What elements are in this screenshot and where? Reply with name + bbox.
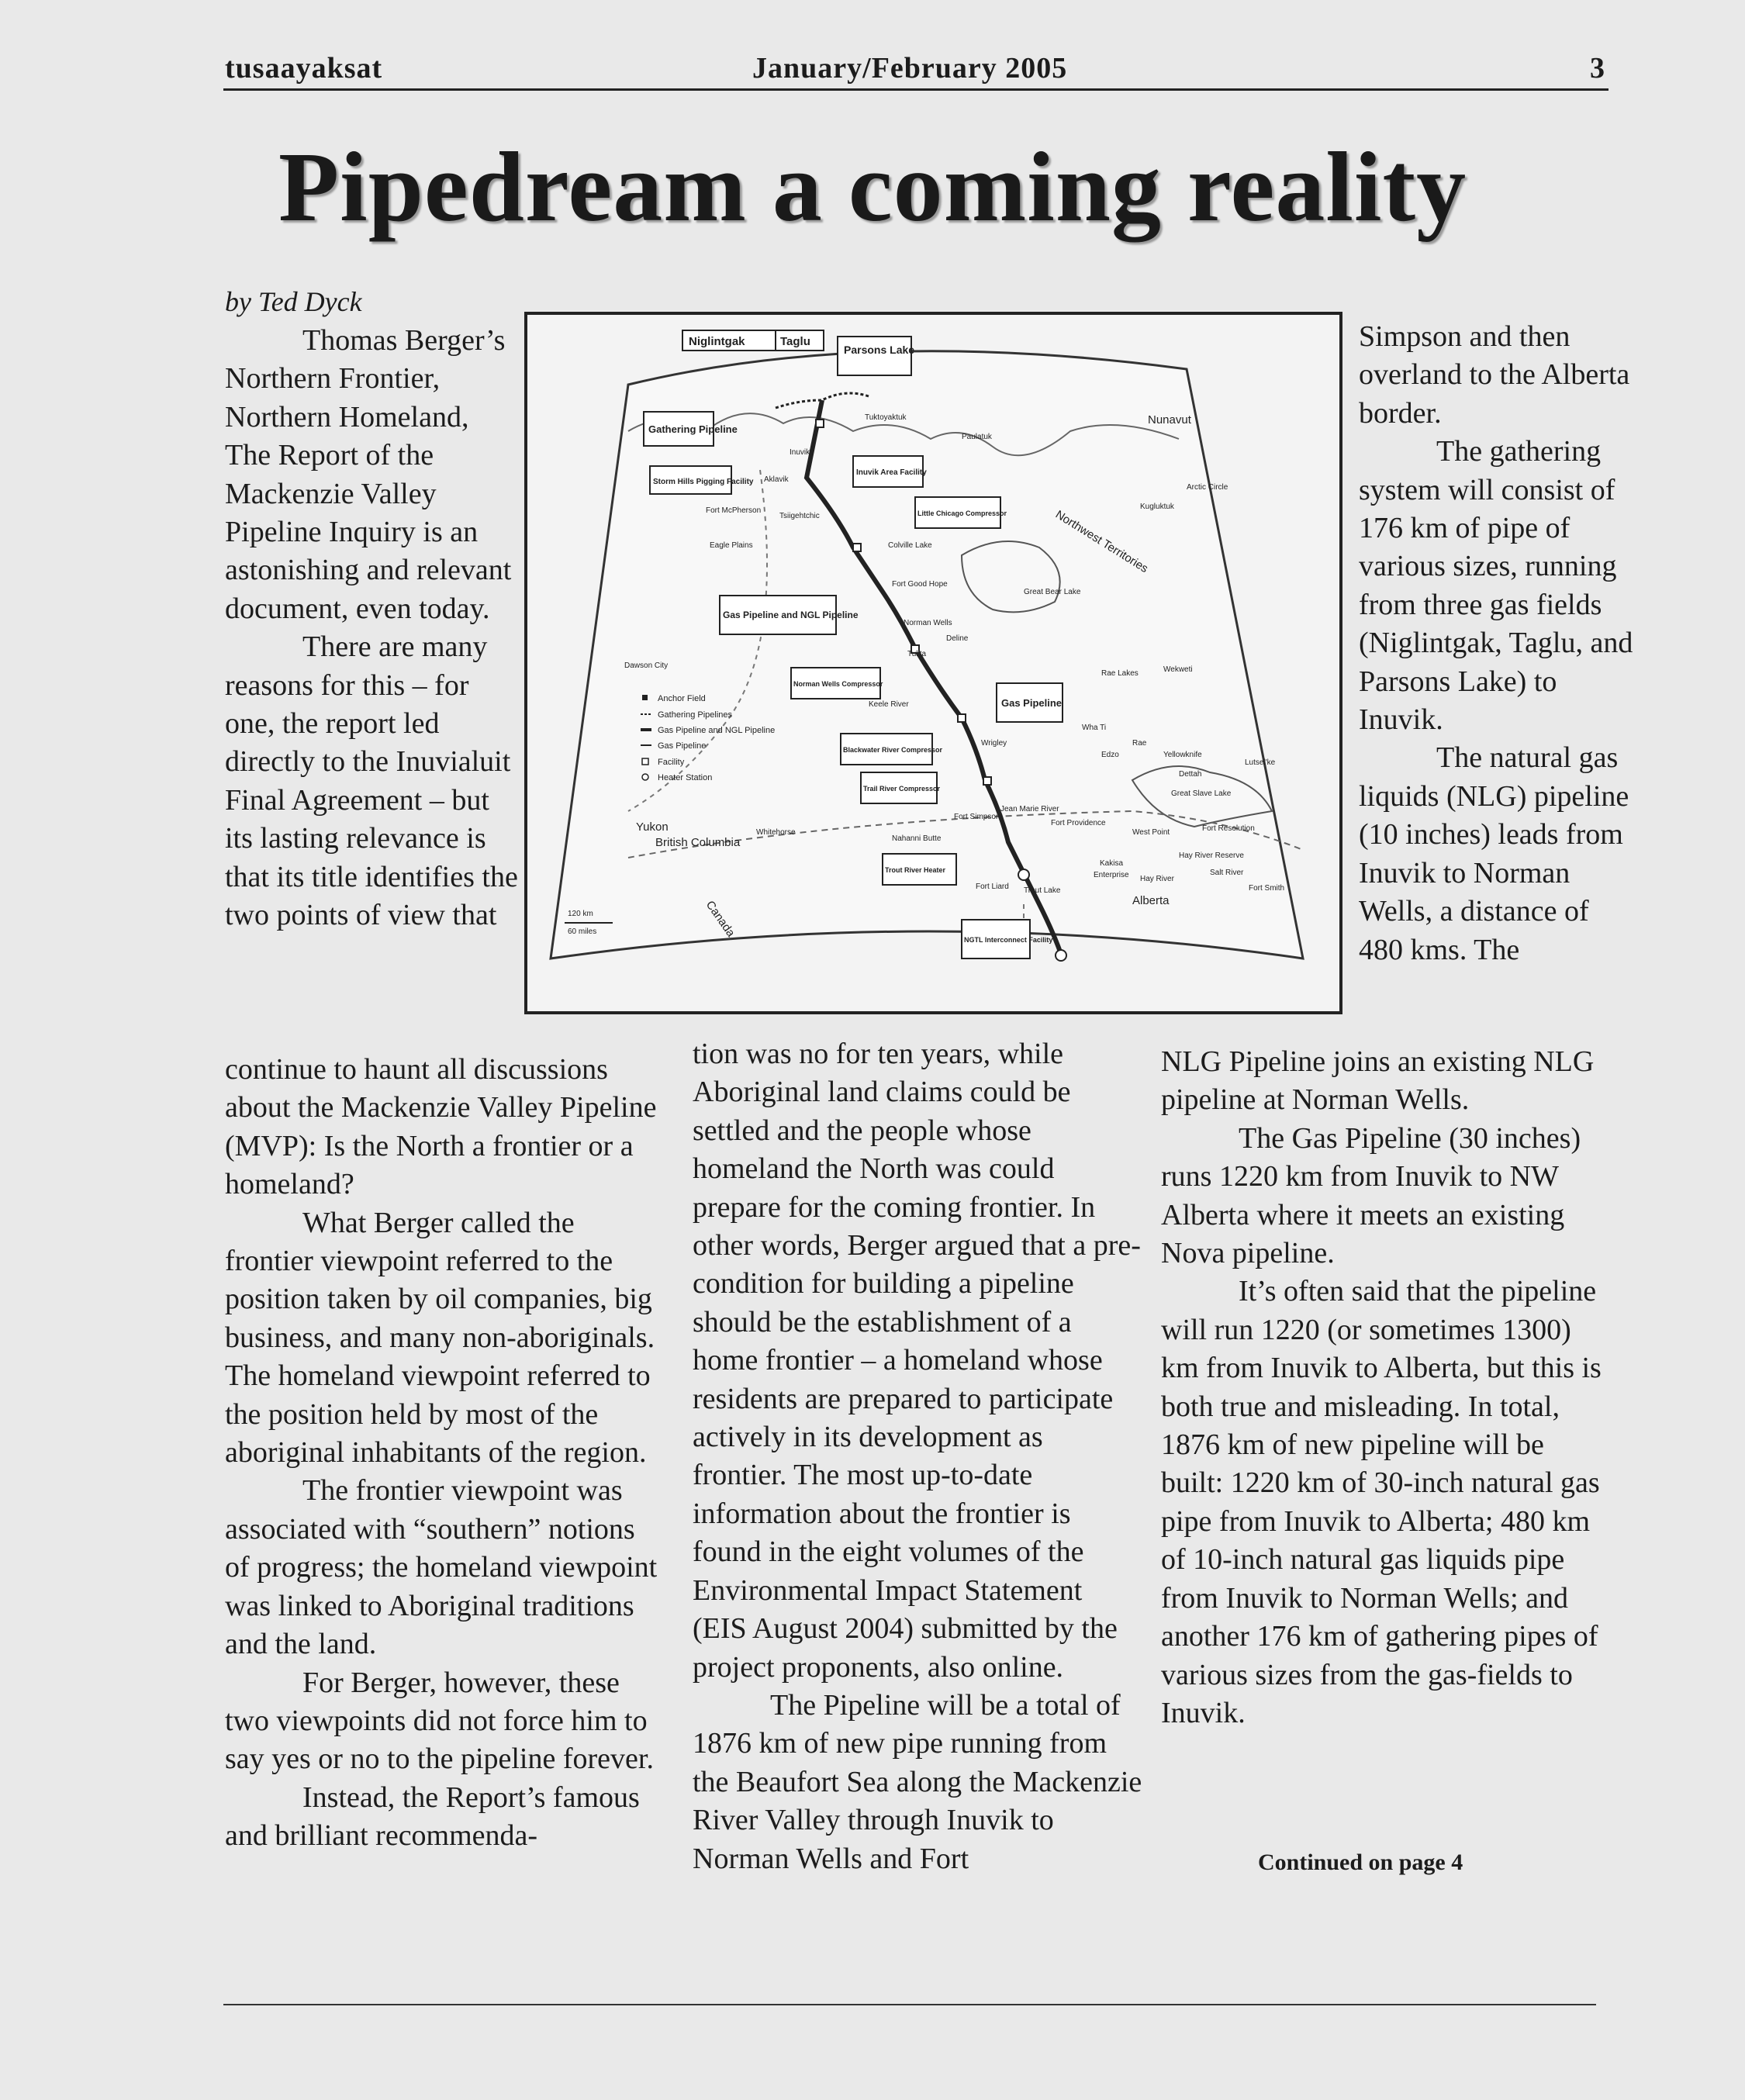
- place-trout-lake: Trout Lake: [1024, 886, 1061, 895]
- callout-ngtl: NGTL Interconnect Facility: [964, 936, 1053, 944]
- callout-taglu: Taglu: [780, 335, 810, 348]
- place-fort-mcpherson: Fort McPherson: [706, 506, 762, 515]
- paragraph: Thomas Berger’s Northern Frontier, Northern Homeland, The Report of the Mackenzie Valley Pipeline Inquiry is an astonishing and relevant document, even today.: [225, 324, 512, 625]
- callout-parsons-lake: Parsons Lake: [844, 344, 915, 356]
- place-kugluktuk: Kugluktuk: [1140, 503, 1174, 511]
- column-right-narrow: [1359, 318, 1638, 969]
- place-jean-marie-river: Jean Marie River: [1000, 805, 1059, 813]
- region-british-columbia: British Columbia: [655, 836, 741, 849]
- continued-note: Continued on page 4: [1258, 1850, 1463, 1875]
- paragraph: The gathering system will consist of 176 km of pipe of various sizes, running from three gas fields (Niglintgak, Taglu, and Parsons Lake) to Inuvik.: [1359, 435, 1633, 737]
- column-left: [225, 1051, 659, 1856]
- region-canada: Canada: [703, 898, 738, 940]
- callout-gathering-pipeline: Gathering Pipeline: [648, 423, 738, 435]
- place-dettah: Dettah: [1179, 770, 1202, 779]
- paragraph: continue to haunt all discussions about the Mackenzie Valley Pipeline (MVP): Is the North a frontier or a homeland?: [225, 1053, 657, 1201]
- place-paulatuk: Paulatuk: [962, 433, 992, 441]
- place-nahanni-butte: Nahanni Butte: [892, 834, 942, 843]
- place-tuktoyaktuk: Tuktoyaktuk: [865, 413, 907, 422]
- place-fort-providence: Fort Providence: [1051, 819, 1106, 827]
- callout-norman-wells-compressor: Norman Wells Compressor: [793, 680, 883, 688]
- callout-trail-river: Trail River Compressor: [863, 785, 941, 793]
- callout-trout-river: Trout River Heater: [885, 866, 946, 874]
- paragraph: Simpson and then overland to the Alberta border.: [1359, 320, 1630, 430]
- place-tsiigehtchic: Tsiigehtchic: [779, 512, 820, 520]
- column-left-narrow: [225, 322, 520, 935]
- paragraph: NLG Pipeline joins an existing NLG pipeline at Norman Wells.: [1161, 1045, 1595, 1117]
- publication-name: tusaayaksat: [225, 52, 383, 85]
- column-right: [1161, 1043, 1611, 1732]
- place-kakisa: Kakisa: [1100, 859, 1124, 868]
- paragraph: The Gas Pipeline (30 inches) runs 1220 km from Inuvik to NW Alberta where it meets an existing Nova pipeline.: [1161, 1121, 1581, 1270]
- callout-gas-ngl: Gas Pipeline and NGL Pipeline: [723, 610, 859, 620]
- scale-miles: 60 miles: [568, 927, 597, 936]
- byline: by Ted Dyck: [225, 286, 362, 317]
- place-dawson-city: Dawson City: [624, 661, 669, 670]
- place-wekweti: Wekweti: [1163, 665, 1193, 674]
- place-wrigley: Wrigley: [981, 739, 1007, 748]
- place-keele-river: Keele River: [869, 700, 909, 709]
- place-rae-lakes: Rae Lakes: [1101, 669, 1139, 678]
- place-lutselke: Lutsel'ke: [1245, 758, 1276, 767]
- legend-anchor-field: Anchor Field: [658, 694, 706, 703]
- callout-gas-pipeline: Gas Pipeline: [1001, 697, 1063, 709]
- place-fort-simpson: Fort Simpson: [954, 813, 1000, 821]
- place-great-slave-lake: Great Slave Lake: [1171, 789, 1232, 798]
- place-arctic-circle: Arctic Circle: [1187, 483, 1228, 492]
- place-rae: Rae: [1132, 739, 1147, 748]
- place-eagle-plains: Eagle Plains: [710, 541, 753, 550]
- page-number: 3: [1590, 52, 1605, 85]
- legend-gas-ngl: Gas Pipeline and NGL Pipeline: [658, 726, 776, 735]
- region-nunavut: Nunavut: [1148, 413, 1191, 427]
- place-enterprise: Enterprise: [1094, 871, 1129, 879]
- pipeline-map: [524, 312, 1342, 1014]
- region-northwest-territories: Northwest Territories: [1052, 507, 1151, 576]
- callout-blackwater: Blackwater River Compressor: [843, 746, 943, 754]
- legend-gathering-pipelines: Gathering Pipelines: [658, 710, 733, 720]
- place-tulita: Tulita: [907, 650, 927, 658]
- scale-km: 120 km: [568, 910, 593, 918]
- place-whitehorse: Whitehorse: [756, 828, 796, 837]
- headline: Pipedream a coming reality: [278, 132, 1467, 242]
- region-yukon: Yukon: [636, 820, 669, 834]
- paragraph: The natural gas liquids (NLG) pipeline (10 inches) leads from Inuvik to Norman Wells, a distance of 480 kms. The: [1359, 741, 1629, 966]
- place-yellowknife: Yellowknife: [1163, 751, 1202, 759]
- place-inuvik: Inuvik: [790, 448, 810, 457]
- paragraph: What Berger called the frontier viewpoint referred to the position taken by oil companies, big business, and many non-aboriginals. The homeland viewpoint referred to the position held by most of the aboriginal inhabitants of the region.: [225, 1206, 655, 1470]
- map-svg: [527, 315, 1339, 1011]
- place-wha-ti: Wha Ti: [1082, 724, 1107, 732]
- callout-storm-hills: Storm Hills Pigging Facility: [653, 478, 754, 486]
- place-hay-river-reserve: Hay River Reserve: [1179, 851, 1244, 860]
- legend-facility: Facility: [658, 758, 685, 767]
- place-fort-good-hope: Fort Good Hope: [892, 580, 948, 589]
- callout-little-chicago: Little Chicago Compressor: [917, 509, 1007, 517]
- issue-date: January/February 2005: [752, 52, 1068, 85]
- place-deline: Deline: [946, 634, 969, 643]
- paragraph: The Pipeline will be a total of 1876 km of new pipe running from the Beaufort Sea along the Mackenzie River Valley through Inuvik to Norman Wells and Fort: [693, 1688, 1142, 1875]
- place-west-point: West Point: [1132, 828, 1170, 837]
- paragraph: The frontier viewpoint was associated with “southern” notions of progress; the homeland viewpoint was linked to Aboriginal traditions and the land.: [225, 1474, 658, 1661]
- place-salt-river: Salt River: [1210, 869, 1244, 877]
- place-fort-resolution: Fort Resolution: [1202, 824, 1255, 833]
- legend-gas-pipeline: Gas Pipeline: [658, 741, 707, 751]
- callout-niglintgak: Niglintgak: [689, 335, 745, 348]
- legend-heater-station: Heater Station: [658, 773, 713, 782]
- place-hay-river: Hay River: [1140, 875, 1174, 883]
- callout-inuvik-area: Inuvik Area Facility: [856, 468, 927, 477]
- place-fort-liard: Fort Liard: [976, 882, 1009, 891]
- place-colville-lake: Colville Lake: [888, 541, 932, 550]
- place-norman-wells: Norman Wells: [904, 619, 952, 627]
- place-aklavik: Aklavik: [764, 475, 789, 484]
- paragraph: tion was no for ten years, while Aboriginal land claims could be settled and the people whose homeland the North was could prepare for the coming frontier. In other words, Berger argued that a pre-condition for building a pipeline should be the establishment of a home frontier – a homeland whose residents are prepared to participate actively in its development as frontier. The most up-to-date information about the frontier is found in the eight volumes of the Environmental Impact Statement (EIS August 2004) submitted by the project proponents, also online.: [693, 1038, 1141, 1684]
- paragraph: It’s often said that the pipeline will run 1220 (or sometimes 1300) km from Inuvik to Alberta, but this is both true and misleading. In total, 1876 km of new pipeline will be built: 1220 km of 30-inch natural gas pipe from Inuvik to Alberta; 480 km of 10-inch natural gas liquids pipe from Inuvik to Norman Wells; and another 176 km of gathering pipes of various sizes from the gas-fields to Inuvik.: [1161, 1275, 1602, 1729]
- header-rule: [223, 88, 1609, 91]
- place-fort-smith: Fort Smith: [1249, 884, 1285, 893]
- place-great-bear-lake: Great Bear Lake: [1024, 588, 1081, 596]
- region-alberta: Alberta: [1132, 894, 1170, 907]
- footer-rule: [223, 2004, 1596, 2005]
- column-middle: [693, 1035, 1142, 1878]
- paragraph: For Berger, however, these two viewpoints did not force him to say yes or no to the pipeline forever.: [225, 1666, 654, 1776]
- paragraph: There are many reasons for this – for one, the report led directly to the Inuvialuit Final Agreement – but its lasting relevance is that its title identifies the two points of view that: [225, 630, 518, 932]
- place-edzo: Edzo: [1101, 751, 1119, 759]
- paragraph: Instead, the Report’s famous and brilliant recommenda-: [225, 1781, 640, 1853]
